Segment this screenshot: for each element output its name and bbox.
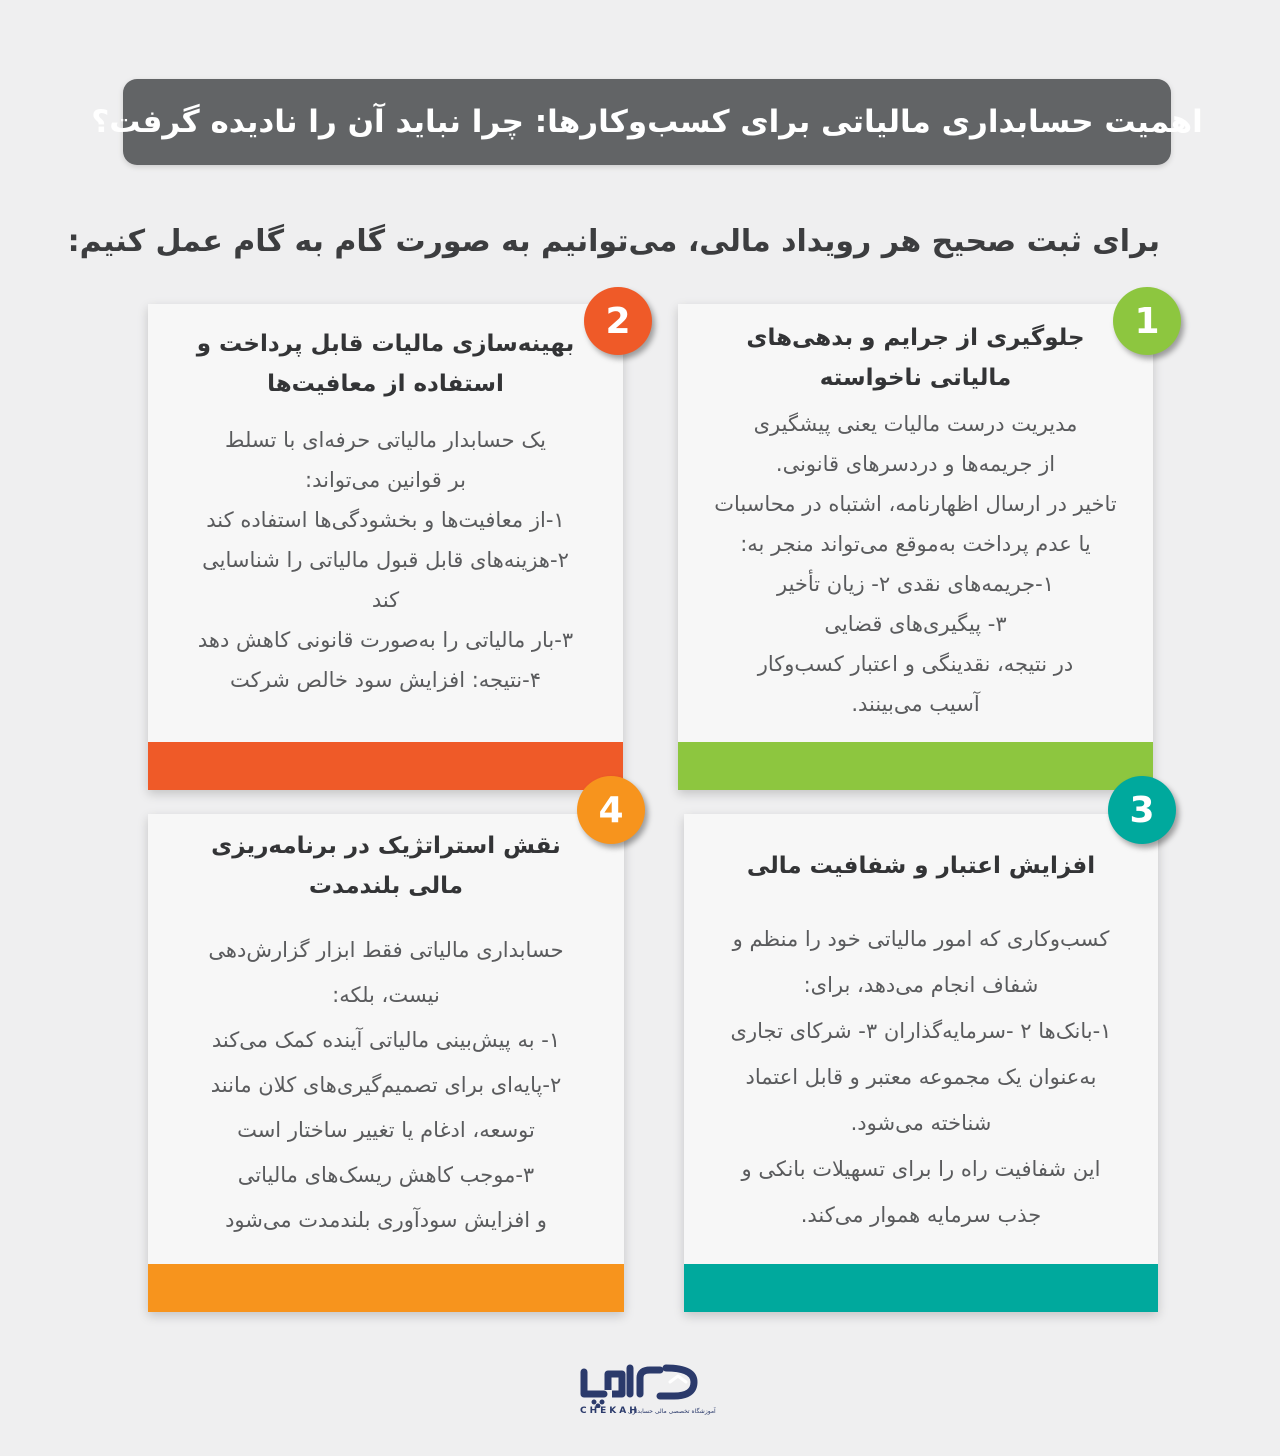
card-title [178,826,594,906]
chekah-logo [578,1360,716,1424]
card-title-line: جلوگیری از جرایم و بدهی‌های [746,325,1085,351]
card-body [162,928,610,1243]
step-number-badge: 3 [1108,776,1176,844]
card-body-line: یک حسابدار مالیاتی حرفه‌ای با تسلط [225,428,546,452]
card-accent-bar [148,742,623,790]
logo-wordmark-en: CHEKAH [580,1406,640,1416]
card-body-line: ۴-نتیجه: افزایش سود خالص شرکت [230,668,541,692]
card-title-line: مالیاتی ناخواسته [819,365,1012,391]
card-credibility-transparency [684,814,1158,1312]
card-tax-optimization [148,304,623,790]
card-accent-bar [684,1264,1158,1312]
step-number-badge: 1 [1113,287,1181,355]
card-body-line: توسعه، ادغام یا تغییر ساختار است [237,1118,535,1142]
card-body-line: ۳-موجب کاهش ریسک‌های مالیاتی [237,1163,535,1187]
card-strategic-planning [148,814,624,1312]
card-body-line: شفاف انجام می‌دهد، برای: [803,973,1039,997]
card-title [708,318,1123,398]
card-body [162,420,609,700]
card-accent-bar [148,1264,624,1312]
card-body [692,404,1139,724]
card-body-line: نیست، بلکه: [332,983,440,1007]
card-body-line: بر قوانین می‌تواند: [305,468,466,492]
card-body-line: ۲-پایه‌ای برای تصمیم‌گیری‌های کلان مانند [210,1073,562,1097]
step-number-badge: 2 [584,287,652,355]
card-title-line: بهینه‌سازی مالیات قابل پرداخت و [196,331,575,357]
card-body-line: آسیب می‌بینند. [851,692,980,716]
card-body-line: یا عدم پرداخت به‌موقع می‌تواند منجر به: [740,532,1091,556]
card-body-line: شناخته می‌شود. [850,1111,992,1135]
card-title [714,846,1128,886]
page-title: اهمیت حسابداری مالیاتی برای کسب‌وکارها: چرا نباید آن را نادیده گرفت؟ [91,104,1203,140]
card-body-line: ۲-هزینه‌های قابل قبول مالیاتی را شناسایی [202,548,569,572]
card-title-line: مالی بلندمدت [308,873,464,899]
card-body-line: جذب سرمایه هموار می‌کند. [800,1203,1042,1227]
card-body-line: حسابداری مالیاتی فقط ابزار گزارش‌دهی [208,938,564,962]
card-title-line: افزایش اعتبار و شفافیت مالی [746,853,1096,879]
card-title-line: نقش استراتژیک در برنامه‌ریزی [211,833,561,859]
card-body-line: کند [371,588,400,612]
card-body-line: و افزایش سودآوری بلندمدت می‌شود [225,1208,547,1232]
card-body-line: ۱-بانک‌ها ۲ -سرمایه‌گذاران ۳- شرکای تجاری [730,1019,1112,1043]
card-body-line: از جریمه‌ها و دردسرهای قانونی. [775,452,1056,476]
card-body-line: این شفافیت راه را برای تسهیلات بانکی و [741,1157,1101,1181]
card-body-line: ۳- پیگیری‌های قضایی [824,612,1007,636]
card-title-line: استفاده از معافیت‌ها [267,371,504,397]
card-body-line: ۱-از معافیت‌ها و بخشودگی‌ها استفاده کند [206,508,565,532]
card-body-line: کسب‌وکاری که امور مالیاتی خود را منظم و [732,927,1110,951]
card-body [698,916,1144,1238]
card-title [178,324,593,404]
card-body-line: به‌عنوان یک مجموعه معتبر و قابل اعتماد [745,1065,1097,1089]
card-prevent-penalties [678,304,1153,790]
title-banner [91,79,1203,165]
chekah-logo-mark [578,1360,708,1408]
card-body-line: ۱- به پیش‌بینی مالیاتی آینده کمک می‌کند [211,1028,561,1052]
logo-tagline: آموزشگاه تخصصی مالی حسابداری [628,1408,716,1415]
card-body-line: در نتیجه، نقدینگی و اعتبار کسب‌وکار [757,652,1074,676]
card-accent-bar [678,742,1153,790]
step-number-badge: 4 [577,776,645,844]
card-body-line: تاخیر در ارسال اظهارنامه، اشتباه در محاسبات [714,492,1117,516]
card-body-line: ۱-جریمه‌های نقدی ۲- زیان تأخیر [776,572,1055,596]
intro-text: برای ثبت صحیح هر رویداد مالی، می‌توانیم به صورت گام به گام عمل کنیم: [67,224,1160,259]
card-body-line: ۳-بار مالیاتی را به‌صورت قانونی کاهش دهد [197,628,574,652]
card-body-line: مدیریت درست مالیات یعنی پیشگیری [753,412,1078,436]
